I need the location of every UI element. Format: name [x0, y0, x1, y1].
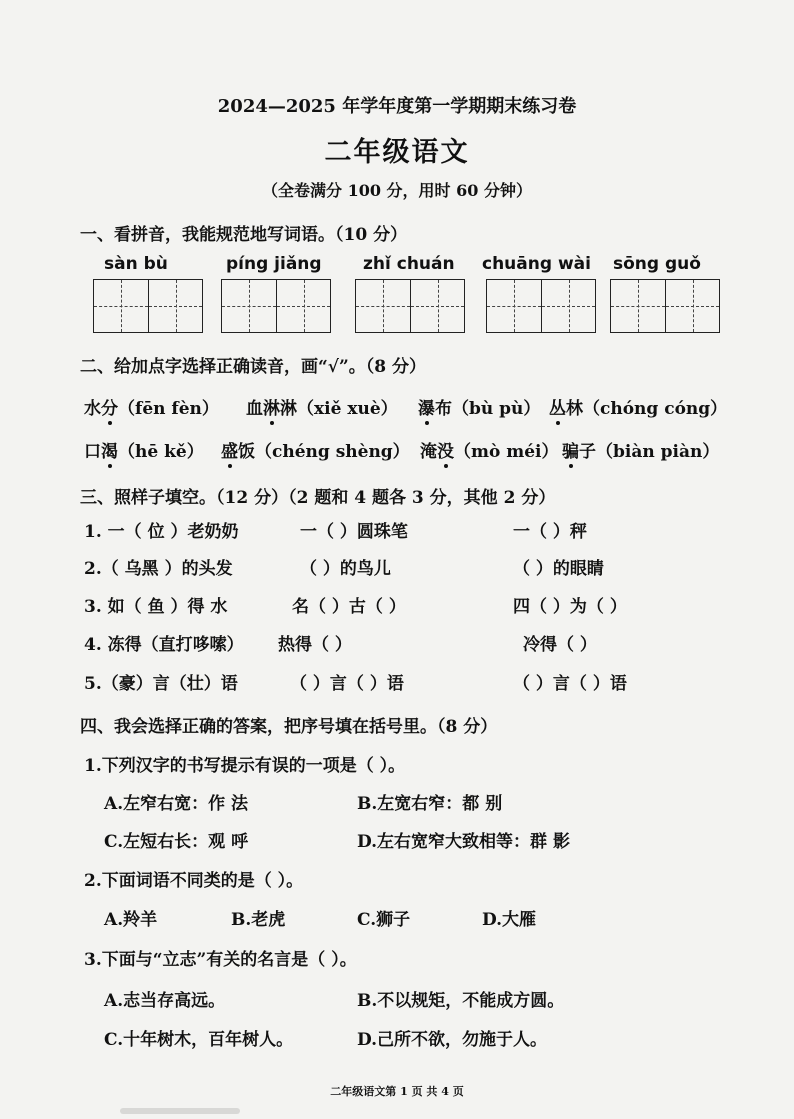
grid-cell[interactable] — [665, 280, 719, 332]
dotted-char: 分 — [101, 399, 118, 419]
writing-grid-4[interactable] — [486, 279, 596, 333]
reading-item-4 — [549, 394, 727, 419]
choice-q1-option-a[interactable]: A.左窄右宽：作 法 — [104, 794, 249, 814]
fill-q3-blank2[interactable]: 四（ ）为（ ） — [513, 597, 627, 617]
subject-title: 二年级语文 — [324, 137, 470, 168]
dotted-char: 盛 — [221, 442, 238, 462]
dotted-char: 渴 — [101, 442, 118, 462]
fill-q4-example: 4. 冻得（直打哆嗦） — [84, 635, 244, 655]
grid-cell[interactable] — [222, 280, 276, 332]
choice-q3-option-a[interactable]: A.志当存高远。 — [104, 991, 226, 1011]
item-options[interactable]: 布（bù pù） — [435, 399, 541, 419]
choice-q1-stem: 1.下列汉字的书写提示有误的一项是（ ）。 — [84, 756, 406, 776]
fill-q5-blank2[interactable]: （ ）言（ ）语 — [513, 674, 627, 694]
writing-grid-3[interactable] — [355, 279, 465, 333]
choice-q2-option-d[interactable]: D.大雁 — [482, 910, 537, 930]
fill-q2-blank2[interactable]: （ ）的眼睛 — [513, 559, 604, 579]
fill-q5-example: 5.（豪）言（壮）语 — [84, 674, 238, 694]
item-prefix: 血 — [246, 399, 263, 419]
fill-q4-blank1[interactable]: 热得（ ） — [278, 635, 352, 655]
scan-smudge — [120, 1108, 240, 1114]
grid-cell[interactable] — [94, 280, 148, 332]
exam-title: 2024—2025 年学年度第一学期期末练习卷 — [217, 96, 577, 117]
fill-q1-example: 1. 一（ 位 ）老奶奶 — [84, 522, 239, 542]
item-prefix: 口 — [84, 442, 101, 462]
fill-q1-blank2[interactable]: 一（ ）秤 — [513, 522, 587, 542]
fill-q3-example: 3. 如（ 鱼 ）得 水 — [84, 597, 228, 617]
item-options[interactable]: 子（biàn piàn） — [579, 442, 720, 462]
item-options[interactable]: （hē kě） — [118, 442, 204, 462]
fill-q4-blank2[interactable]: 冷得（ ） — [523, 635, 597, 655]
exam-note: （全卷满分 100 分，用时 60 分钟） — [262, 181, 532, 200]
fill-q2-blank1[interactable]: （ ）的鸟儿 — [300, 559, 391, 579]
item-prefix: 淹 — [420, 442, 437, 462]
fill-q1-blank1[interactable]: 一（ ）圆珠笔 — [300, 522, 408, 542]
section3-heading: 三、照样子填空。（12 分）（2 题和 4 题各 3 分，其他 2 分） — [80, 488, 556, 508]
dotted-char: 骗 — [562, 442, 579, 462]
reading-item-2 — [246, 394, 398, 419]
pinyin-1: sàn bù — [104, 254, 168, 274]
reading-item-7 — [420, 437, 559, 462]
choice-q2-stem: 2.下面词语不同类的是（ ）。 — [84, 871, 304, 891]
reading-item-5 — [84, 437, 204, 462]
dotted-char: 瀑 — [418, 399, 435, 419]
dotted-char: 丛 — [549, 399, 566, 419]
item-prefix: 水 — [84, 399, 101, 419]
section2-heading: 二、给加点字选择正确读音，画“√”。（8 分） — [80, 357, 426, 377]
item-options[interactable]: （fēn fèn） — [118, 399, 219, 419]
dotted-char: 淋 — [263, 399, 280, 419]
grid-cell[interactable] — [148, 280, 202, 332]
grid-cell[interactable] — [410, 280, 464, 332]
section1-heading: 一、看拼音，我能规范地写词语。（10 分） — [80, 225, 408, 245]
choice-q3-option-d[interactable]: D.己所不欲，勿施于人。 — [357, 1030, 548, 1050]
pinyin-4: chuāng wài — [482, 254, 591, 274]
fill-q5-blank1[interactable]: （ ）言（ ）语 — [290, 674, 404, 694]
dotted-char: 没 — [437, 442, 454, 462]
grid-cell[interactable] — [611, 280, 665, 332]
reading-item-1 — [84, 394, 219, 419]
writing-grid-5[interactable] — [610, 279, 720, 333]
choice-q3-option-c[interactable]: C.十年树木，百年树人。 — [104, 1030, 294, 1050]
fill-q2-example: 2.（ 乌黑 ）的头发 — [84, 559, 233, 579]
grid-cell[interactable] — [276, 280, 330, 332]
section4-heading: 四、我会选择正确的答案，把序号填在括号里。（8 分） — [80, 717, 498, 737]
fill-q3-blank1[interactable]: 名（ ）古（ ） — [292, 597, 406, 617]
grid-cell[interactable] — [541, 280, 595, 332]
choice-q1-option-d[interactable]: D.左右宽窄大致相等：群 影 — [357, 832, 570, 852]
choice-q3-option-b[interactable]: B.不以规矩，不能成方圆。 — [357, 991, 565, 1011]
pinyin-5: sōng guǒ — [613, 254, 701, 274]
reading-item-8 — [562, 437, 719, 462]
choice-q2-option-c[interactable]: C.狮子 — [357, 910, 411, 930]
writing-grid-2[interactable] — [221, 279, 331, 333]
grid-cell[interactable] — [487, 280, 541, 332]
choice-q3-stem: 3.下面与“立志”有关的名言是（ ）。 — [84, 950, 357, 970]
choice-q2-option-b[interactable]: B.老虎 — [231, 910, 286, 930]
page-footer: 二年级语文第 1 页 共 4 页 — [330, 1085, 464, 1098]
choice-q1-option-b[interactable]: B.左宽右窄：都 别 — [357, 794, 503, 814]
reading-item-6 — [221, 437, 410, 462]
pinyin-2: píng jiǎng — [226, 254, 322, 274]
pinyin-3: zhǐ chuán — [363, 254, 455, 274]
item-options[interactable]: （mò méi） — [454, 442, 559, 462]
item-options[interactable]: 淋（xiě xuè） — [280, 399, 398, 419]
reading-item-3 — [418, 394, 540, 419]
item-options[interactable]: 林（chóng cóng） — [566, 399, 728, 419]
grid-cell[interactable] — [356, 280, 410, 332]
choice-q1-option-c[interactable]: C.左短右长：观 呼 — [104, 832, 249, 852]
writing-grid-1[interactable] — [93, 279, 203, 333]
choice-q2-option-a[interactable]: A.羚羊 — [104, 910, 158, 930]
item-options[interactable]: 饭（chéng shèng） — [238, 442, 410, 462]
